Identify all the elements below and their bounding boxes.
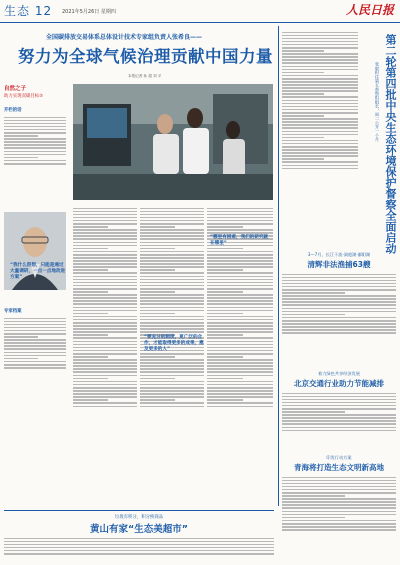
feature-title-vertical: 第二轮第四批中央生态环境保护督察全面启动 bbox=[384, 34, 397, 254]
main-text-col-1 bbox=[73, 206, 137, 506]
pull-quote-1: “我什么很想，只能是通过大量调研，一点一点地改进方案” bbox=[10, 263, 66, 280]
expert-label: 专家档案 bbox=[4, 309, 22, 314]
bottom-divider bbox=[4, 510, 274, 511]
expert-profile bbox=[4, 308, 66, 398]
pull-quote-3: “哪里有困难，我们的研究就在哪里” bbox=[210, 235, 269, 246]
section2-text bbox=[282, 272, 396, 368]
lab-photo bbox=[73, 84, 273, 200]
section4-kicker: 印发行动方案 bbox=[326, 455, 352, 460]
right-text-col bbox=[282, 30, 358, 240]
column-name: 自然之子 bbox=[4, 86, 27, 92]
column-subtitle: 助力实现双碳目标⑤ bbox=[4, 94, 44, 99]
opening-text-placeholder bbox=[4, 115, 66, 193]
section3-kicker: 着力绿色共享经济发展 bbox=[318, 371, 360, 376]
bottom-text bbox=[4, 536, 274, 564]
main-kicker: 全国碳排放交易体系总体设计技术专家组负责人张希良—— bbox=[46, 34, 203, 41]
section3-text bbox=[282, 391, 396, 451]
main-text-col-2 bbox=[140, 206, 204, 506]
column-intro bbox=[4, 84, 66, 193]
bottom-kicker: 垃圾有积分，积分换商品 bbox=[114, 515, 164, 520]
feature-subtitle-vertical: 张毅担任第五督察组组长，周二公开一个月 bbox=[375, 62, 380, 142]
main-byline: 本报记者 孙 超 刘 平 bbox=[128, 74, 162, 78]
section-label: 生态 12 bbox=[4, 4, 53, 18]
section2-title: 清辉非法渔捕63艘 bbox=[307, 260, 371, 269]
expert-text-placeholder bbox=[4, 316, 66, 398]
section4-text bbox=[282, 475, 396, 561]
section4-title: 青海将打造生态文明新高地 bbox=[294, 463, 384, 472]
issue-date: 2021年5月26日 星期四 bbox=[62, 9, 116, 15]
opening-label: 开栏的话 bbox=[4, 108, 22, 113]
bottom-headline: 黄山有家“生态美超市” bbox=[90, 524, 188, 535]
main-text-col-3 bbox=[207, 206, 273, 506]
page-header bbox=[0, 0, 400, 23]
pull-quote-2: “要充分的制度，更广泛的合作，才能取得更多的成果，惠及更多的人” bbox=[144, 335, 204, 352]
newspaper-logo: 人民日报 bbox=[345, 3, 394, 17]
section2-sub: 3—7月，长江干流·洞庭湖·鄱阳湖 bbox=[307, 252, 371, 257]
main-headline: 努力为全球气候治理贡献中国力量 bbox=[18, 47, 273, 66]
section3-title: 北京交通行业助力节能减排 bbox=[294, 379, 384, 388]
column-divider bbox=[278, 26, 279, 506]
